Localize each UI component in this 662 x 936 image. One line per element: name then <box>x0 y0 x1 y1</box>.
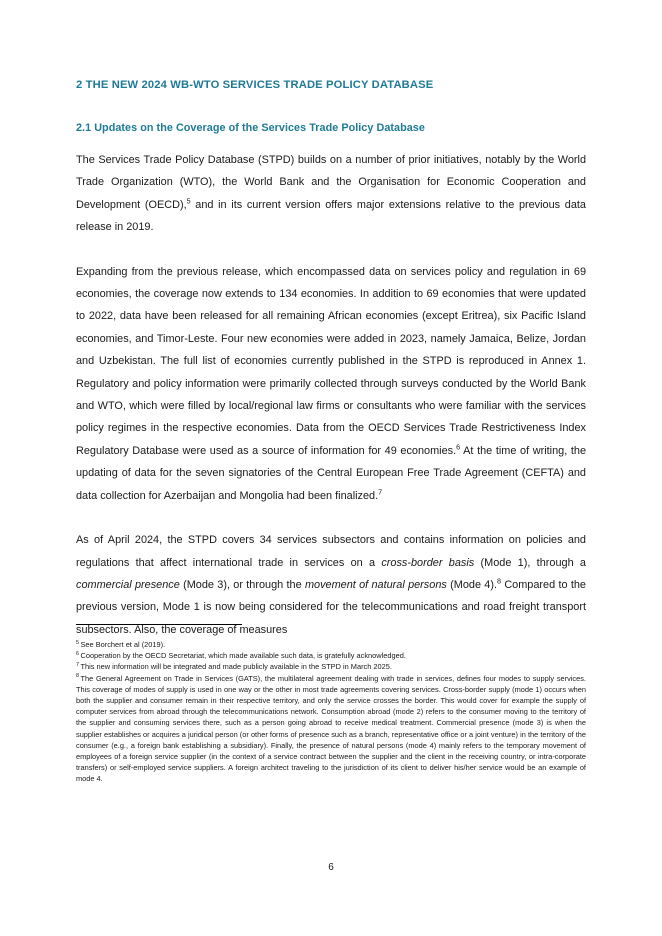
footnote-item-8 <box>76 673 586 785</box>
italic-movement-natural-persons: movement of natural persons <box>304 578 447 591</box>
paragraph-text-segment: At the time of writing, the updating of data for the seven signatories of the Central European Free Trade Agreement (CEFTA) and data collection for Azerbaijan and Mongolia had been finalized. <box>76 444 587 502</box>
subsection-heading: 2.1 Updates on the Coverage of the Services Trade Policy Database <box>76 122 425 134</box>
footnote-ref-5[interactable]: 5 <box>186 196 191 206</box>
footnote-ref-8[interactable]: 8 <box>497 576 502 586</box>
footnote-text: See Borchert et al (2019). <box>80 640 166 649</box>
italic-cross-border-basis: cross-border basis <box>381 556 475 569</box>
paragraph-stpd-initiatives <box>76 149 586 239</box>
footnote-marker-6: 6 <box>76 650 79 657</box>
page-content-body <box>76 78 586 641</box>
paragraph-text-segment: Compared to the previous version, Mode 1 is now being considered for the telecommunications and road freight transport subsectors. Also, the coverage of measures <box>76 578 586 636</box>
footnote-marker-5: 5 <box>76 639 79 646</box>
footnote-text: This new information will be integrated and made publicly available in the STPD in March 2025. <box>80 662 392 672</box>
footnote-ref-6[interactable]: 6 <box>456 442 461 452</box>
footnote-marker-7: 7 <box>76 661 79 668</box>
paragraph-text-segment: The Services Trade Policy Database (STPD) builds on a number of prior initiatives, notably by the World Trade Organization (WTO), the World Bank and the Organisation for Economic Cooperation and Development (OECD), <box>76 154 586 211</box>
paragraph-text-segment: (Mode 3), or through the <box>179 578 305 591</box>
footnote-item-7 <box>76 661 586 672</box>
paragraph-text-segment: (Mode 4). <box>446 578 498 591</box>
footnote-separator-rule <box>76 624 242 625</box>
footnotes-section <box>76 624 586 785</box>
paragraph-text-segment: and in its current version offers major extensions relative to the previous data release in 2019. <box>76 198 586 234</box>
footnote-item-5 <box>76 639 586 650</box>
section-heading: 2 THE NEW 2024 WB-WTO SERVICES TRADE POLICY DATABASE <box>76 79 434 91</box>
footnote-text: Cooperation by the OECD Secretariat, which made available such data, is gratefully acknowledged. <box>80 651 406 661</box>
paragraph-coverage-expansion <box>76 261 586 507</box>
page-number: 6 <box>328 862 334 873</box>
footnote-text: The General Agreement on Trade in Services (GATS), the multilateral agreement dealing with trade in services, defines four modes to supply services. This coverage of modes of supply is used in one way or the other in most trade agreements covering services. Cross-border supply (mode 1) occurs when both the supplier and consumer remain in their respective territory, and only the service crosses the border. This would cover for example the supply of computer services from abroad through the telecommunications network. Consumption abroad (mode 2) refers to the consumer moving to the territory of the supplier and consuming services there, such as a person going abroad to receive medical treatment. Commercial presence (mode 3) is when the supplier establishes or acquires a juridical person (or other forms of presence such as a branch, representative office or a joint venture) in the territory of the consumer (e.g., a foreign bank establishing a subsidiary). Finally, the presence of natural persons (mode 4) mainly refers to the temporary movement of employees of a foreign service supplier (in the context of a service contract between the supplier and the client in the receiving country, or intra-corporate transfers) or self-employed service suppliers. A foreign architect traveling to the jurisdiction of its client to deliver his/her service would be an example of mode 4. <box>76 673 586 784</box>
footnote-item-6 <box>76 650 586 661</box>
italic-commercial-presence: commercial presence <box>76 578 180 591</box>
footnote-marker-8: 8 <box>76 673 79 680</box>
paragraph-text-segment: As of April 2024, the STPD covers 34 services subsectors and contains information on policies and regulations that affect international trade in services on a <box>76 534 586 569</box>
footnote-ref-7[interactable]: 7 <box>378 487 383 497</box>
paragraph-text-segment: (Mode 1), through a <box>474 556 586 569</box>
paragraph-text-segment: Expanding from the previous release, which encompassed data on services policy and regulation in 69 economies, the coverage now extends to 134 economies. In addition to 69 economies that were updated to 2022, data have been released for all remaining African economies (except Eritrea), six Pacific Island economies, and Timor-Leste. Four new economies were added in 2023, namely Jamaica, Belize, Jordan and Uzbekistan. The full list of economies currently published in the STPD is reproduced in Annex 1. Regulatory and policy information were primarily collected through surveys conducted by the World Bank and WTO, which were filled by local/regional law firms or consultants who were familiar with the services policy regimes in the respective economies. Data from the OECD Services Trade Restrictiveness Index Regulatory Database were used as a source of information for 49 economies. <box>76 265 586 457</box>
